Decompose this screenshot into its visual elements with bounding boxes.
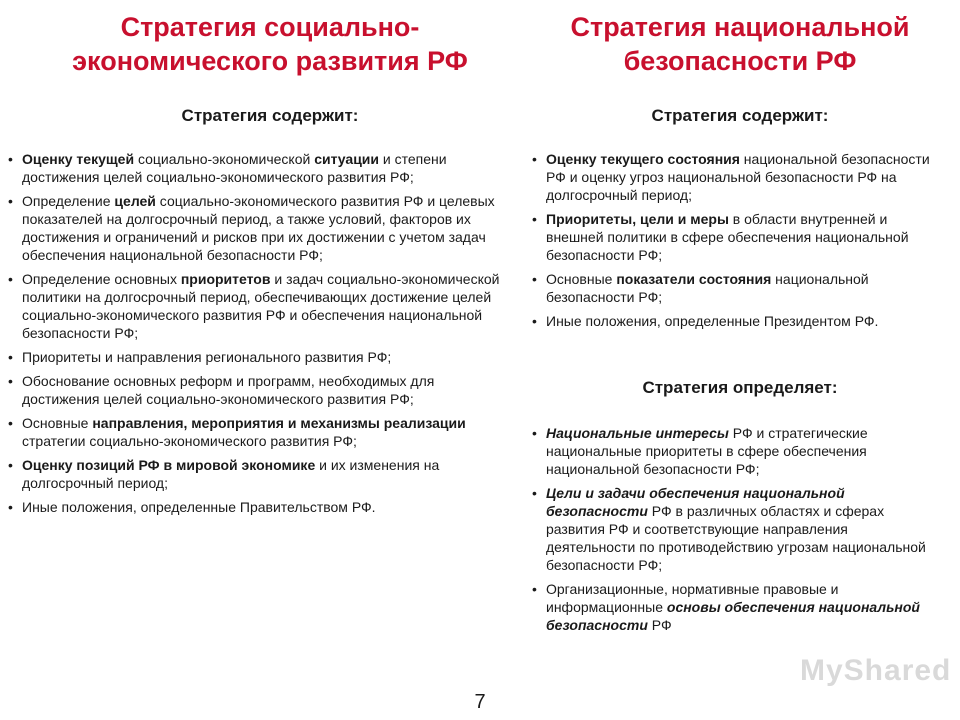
watermark: MyShared (800, 654, 952, 687)
left-subhead: Стратегия содержит: (181, 106, 359, 125)
left-title: Стратегия социально-экономического развития РФ (72, 12, 468, 76)
emphasis-text: Оценку текущей (22, 151, 135, 167)
emphasis-text: Оценку текущего состояния (546, 151, 740, 167)
list-item: • Организационные, нормативные правовые и информационные основы обеспечения национальной безопасности РФ (532, 580, 932, 634)
list-item: • Цели и задачи обеспечения национальной безопасности РФ в различных областях и сферах развития РФ и соответствующие направления деятельности по противодействию угрозам национальной безопасности РФ; (532, 484, 932, 574)
left-list (8, 150, 508, 522)
list-item: • Приоритеты и направления регионального развития РФ; (8, 348, 508, 366)
emphasis-text: целей (114, 193, 156, 209)
list-item: • Обоснование основных реформ и программ, необходимых для достижения целей социально-экономического развития РФ; (8, 372, 508, 408)
list-item: • Приоритеты, цели и меры в области внутренней и внешней политики в сфере обеспечения национальной безопасности РФ; (532, 210, 932, 264)
emphasis-text: ситуации (314, 151, 380, 167)
right-subhead-defines: Стратегия определяет: (642, 378, 838, 397)
list-item: • Основные направления, мероприятия и механизмы реализации стратегии социально-экономического развития РФ; (8, 414, 508, 450)
emphasis-text: направления, мероприятия и механизмы реализации (92, 415, 466, 431)
emphasis-text: Приоритеты, цели и меры (546, 211, 729, 227)
list-item: • Оценку позиций РФ в мировой экономике и их изменения на долгосрочный период; (8, 456, 508, 492)
list-item: • Определение целей социально-экономического развития РФ и целевых показателей на долгосрочный период, а также условий, факторов их достижения и ограничений и рисков при их достижении с учетом задач обеспечения национальной безопасности РФ; (8, 192, 508, 264)
list-item: • Оценку текущей социально-экономической ситуации и степени достижения целей социально-экономического развития РФ; (8, 150, 508, 186)
emphasis-text: приоритетов (180, 271, 271, 287)
list-item: • Определение основных приоритетов и задач социально-экономической политики на долгосрочный период, обеспечивающих достижение целей социально-экономического развития РФ и обеспечения национальной безопасности РФ; (8, 270, 508, 342)
right-subhead: Стратегия содержит: (651, 106, 829, 125)
list-item: • Национальные интересы РФ и стратегические национальные приоритеты в сфере обеспечения национальной безопасности РФ; (532, 424, 932, 478)
page-number: 7 (474, 691, 486, 713)
right-title: Стратегия национальной безопасности РФ (570, 12, 910, 76)
list-item: • Основные показатели состояния национальной безопасности РФ; (532, 270, 932, 306)
right-list-defines (532, 424, 932, 640)
emphasis-text: Оценку позиций РФ в мировой экономике (22, 457, 316, 473)
list-item: • Иные положения, определенные Президентом РФ. (532, 312, 932, 330)
list-item: • Оценку текущего состояния национальной безопасности РФ и оценку угроз национальной безопасности РФ на долгосрочный период; (532, 150, 932, 204)
list-item: • Иные положения, определенные Правительством РФ. (8, 498, 508, 516)
right-list-contains (532, 150, 932, 336)
emphasis-text: Цели и задачи обеспечения национальной безопасности (546, 485, 845, 519)
emphasis-text: показатели состояния (616, 271, 772, 287)
emphasis-text: Национальные интересы (546, 425, 729, 441)
emphasis-text: основы обеспечения национальной безопасности (546, 599, 920, 633)
